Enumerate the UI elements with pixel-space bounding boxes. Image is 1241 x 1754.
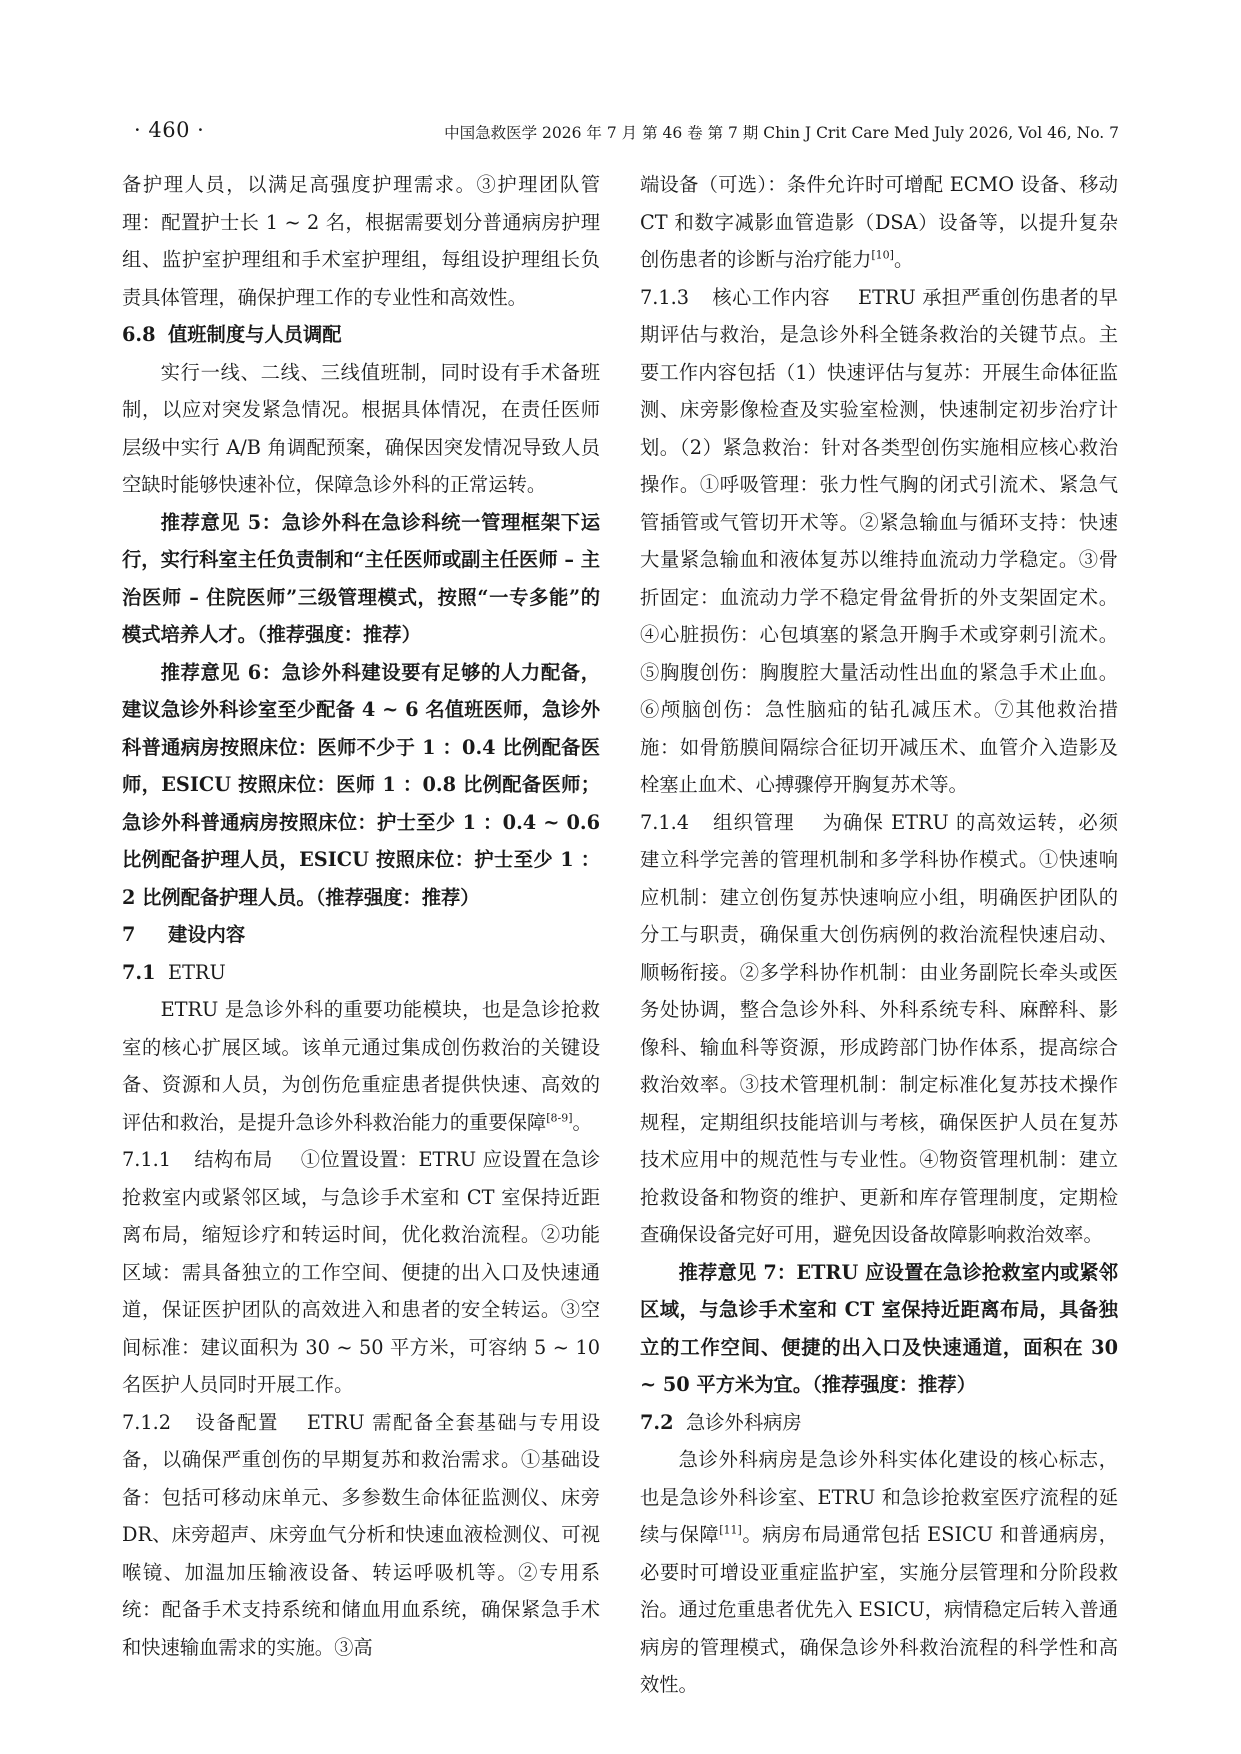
subsection-title: 设备配置 <box>194 1410 279 1434</box>
paragraph-end: 。 <box>572 1110 592 1134</box>
section-title: 值班制度与人员调配 <box>168 323 342 346</box>
recommendation-6: 推荐意见 6：急诊外科建设要有足够的人力配备，建议急诊外科诊室至少配备 4 ~ 6 名值班医师，急诊外科普通病房按照床位：医师不少于 1 ：0.4 比例配备医师，ESICU 按照床位：医师 1 ：0.8 比例配备医师；急诊外科普通病房按照床位：护士至少 1 ：0.4 ~ 0.6 比例配备护理人员，ESICU 按照床位：护士至少 1 ：2 比例配备护理人员。（推荐强度：推荐） <box>122 660 600 909</box>
section-title: 建设内容 <box>168 923 246 946</box>
recommendation-5: 推荐意见 5：急诊外科在急诊科统一管理框架下运行，实行科室主任负责制和“主任医师或副主任医师 – 主治医师 – 住院医师”三级管理模式，按照“一专多能”的模式培养人才。（推荐强度：推荐） <box>122 510 600 646</box>
section-number: 6.8 <box>122 323 156 346</box>
paragraph-text: ETRU 是急诊外科的重要功能模块，也是急诊抢救室的核心扩展区域。该单元通过集成创伤救治的关键设备、资源和人员，为创伤危重症患者提供快速、高效的评估和救治，是提升急诊外科救治能力的重要保障 <box>122 998 600 1134</box>
paragraph-text: 端设备（可选）：条件允许时可增配 ECMO 设备、移动 CT 和数字减影血管造影（DSA）设备等，以提升复杂创伤患者的诊断与治疗能力 <box>640 173 1118 271</box>
subsection-text: ETRU 需配备全套基础与专用设备，以确保严重创伤的早期复苏和救治需求。①基础设备：包括可移动床单元、多参数生命体征监测仪、床旁 DR、床旁超声、床旁血气分析和快速血液检测仪、可视喉镜、加温加压输液设备、转运呼吸机等。②专用系统：配备手术支持系统和储血用血系统，确保紧急手术和快速输血需求的实施。③高 <box>122 1410 600 1659</box>
section-number: 7.1 <box>122 960 156 984</box>
section-title: 急诊外科病房 <box>686 1410 802 1434</box>
running-head: 中国急救医学 2026 年 7 月 第 46 卷 第 7 期 Chin J Crit Care Med July 2026, Vol 46, No. 7 <box>444 124 1119 142</box>
subsection-number: 7.1.3 <box>640 285 690 309</box>
right-column <box>640 166 1118 1704</box>
section-number: 7 <box>122 923 136 946</box>
paragraph-text: 急诊外科病房是急诊外科实体化建设的核心标志，也是急诊外科诊室、ETRU 和急诊抢救室医疗流程的延续与保障 <box>640 1448 1118 1546</box>
citation: [8-9] <box>546 1111 573 1125</box>
subsection-title: 结构布局 <box>194 1148 273 1171</box>
subsection-7-1-3 <box>640 279 1118 804</box>
paragraph: 备护理人员，以满足高强度护理需求。③护理团队管理：配置护士长 1 ~ 2 名，根据需要划分普通病房护理组、监护室护理组和手术室护理组，每组设护理组长负责具体管理，确保护理工作的专业性和高效性。 <box>122 173 600 309</box>
citation: [11] <box>719 1523 742 1537</box>
subsection-text: ETRU 承担严重创伤患者的早期评估与救治，是急诊外科全链条救治的关键节点。主要工作内容包括（1）快速评估与复苏：开展生命体征监测、床旁影像检查及实验室检测，快速制定初步治疗计划。（2）紧急救治：针对各类型创伤实施相应核心救治操作。①呼吸管理：张力性气胸的闭式引流术、紧急气管插管或气管切开术等。②紧急输血与循环支持：快速大量紧急输血和液体复苏以维持血流动力学稳定。③骨折固定：血流动力学不稳定骨盆骨折的外支架固定术。④心脏损伤：心包填塞的紧急开胸手术或穿刺引流术。⑤胸腹创伤：胸腹腔大量活动性出血的紧急手术止血。⑥颅脑创伤：急性脑疝的钻孔减压术。⑦其他救治措施：如骨筋膜间隔综合征切开减压术、血管介入造影及栓塞止血术、心搏骤停开胸复苏术等。 <box>640 285 1119 796</box>
subsection-number: 7.1.1 <box>122 1148 172 1171</box>
subsection-number: 7.1.2 <box>122 1410 172 1434</box>
section-heading-7 <box>122 916 600 954</box>
section-heading-6-8 <box>122 316 600 354</box>
paragraph-end: 。病房布局通常包括 ESICU 和普通病房，必要时可增设亚重症监护室，实施分层管理和分阶段救治。通过危重患者优先入 ESICU，病情稳定后转入普通病房的管理模式，确保急诊外科救治流程的科学性和高效性。 <box>640 1523 1118 1696</box>
section-title: ETRU <box>168 960 226 984</box>
paragraph <box>640 1441 1118 1704</box>
section-heading-7-2 <box>640 1404 1118 1442</box>
subsection-number: 7.1.4 <box>640 810 690 834</box>
subsection-7-1-2 <box>122 1404 600 1667</box>
subsection-text: 为确保 ETRU 的高效运转，必须建立科学完善的管理机制和多学科协作模式。①快速响应机制：建立创伤复苏快速响应小组，明确医护团队的分工与职责，确保重大创伤病例的救治流程快速启动、顺畅衔接。②多学科协作机制：由业务副院长牵头或医务处协调，整合急诊外科、外科系统专科、麻醉科、影像科、输血科等资源，形成跨部门协作体系，提高综合救治效率。③技术管理机制：制定标准化复苏技术操作规程，定期组织技能培训与考核，确保医护人员在复苏技术应用中的规范性与专业性。④物资管理机制：建立抢救设备和物资的维护、更新和库存管理制度，定期检查确保设备完好可用，避免因设备故障影响救治效率。 <box>640 810 1119 1246</box>
subsection-title: 核心工作内容 <box>712 285 831 309</box>
left-column <box>122 166 600 1666</box>
section-number: 7.2 <box>640 1410 674 1434</box>
paragraph <box>640 166 1118 279</box>
subsection-title: 组织管理 <box>712 810 795 834</box>
page-header <box>0 0 1241 160</box>
paragraph: 实行一线、二线、三线值班制，同时设有手术备班制，以应对突发紧急情况。根据具体情况，在责任医师层级中实行 A/B 角调配预案，确保因突发情况导致人员空缺时能够快速补位，保障急诊外科的正常运转。 <box>122 360 600 496</box>
section-heading-7-1 <box>122 954 600 992</box>
paragraph <box>122 991 600 1141</box>
subsection-7-1-4 <box>640 804 1118 1254</box>
subsection-7-1-1 <box>122 1141 600 1404</box>
paragraph-end: 。 <box>893 248 914 271</box>
citation: [10] <box>871 248 894 262</box>
recommendation-7: 推荐意见 7：ETRU 应设置在急诊抢救室内或紧邻区域，与急诊手术室和 CT 室保持近距离布局，具备独立的工作空间、便捷的出入口及快速通道，面积在 30 ~ 50 平方米为宜。（推荐强度：推荐） <box>640 1260 1118 1396</box>
page-number: · 460 · <box>134 118 205 142</box>
subsection-text: ①位置设置：ETRU 应设置在急诊抢救室内或紧邻区域，与急诊手术室和 CT 室保持近距离布局，缩短诊疗和转运时间，优化救治流程。②功能区域：需具备独立的工作空间、便捷的出入口及快速通道，保证医护团队的高效进入和患者的安全转运。③空间标准：建议面积为 30 ~ 50 平方米，可容纳 5 ~ 10 名医护人员同时开展工作。 <box>122 1148 600 1396</box>
